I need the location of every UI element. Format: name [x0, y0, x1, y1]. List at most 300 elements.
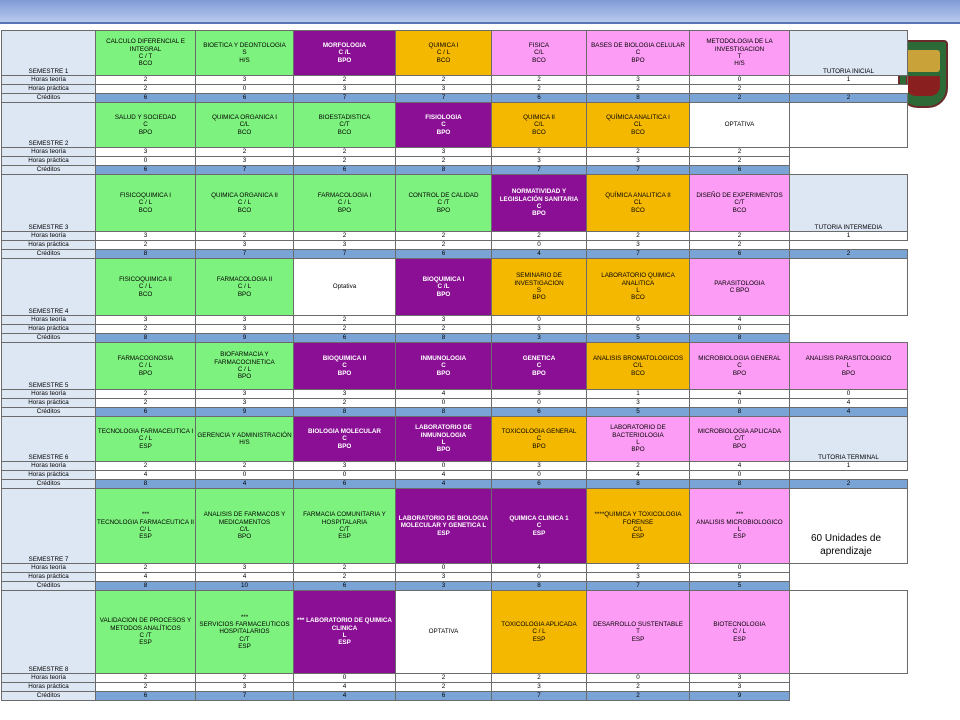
course-name: LABORATORIO QUIMICA ANALITICA	[601, 272, 675, 287]
hours-value: 2	[294, 564, 396, 573]
hours-value: 8	[690, 334, 790, 343]
hours-value: 2	[587, 683, 690, 692]
hours-value: 5	[690, 573, 790, 582]
course-cell	[690, 591, 790, 674]
hours-value: 3	[196, 564, 294, 573]
hours-value: 3	[587, 399, 690, 408]
course-cell	[396, 489, 492, 564]
course-attribute: C	[441, 362, 446, 370]
hours-value: 3	[396, 148, 492, 157]
course-name: ANALISIS PARASITOLOGICO	[805, 355, 892, 363]
hours-value: 2	[690, 148, 790, 157]
hours-value: 0	[196, 471, 294, 480]
course-cell	[96, 175, 196, 232]
row-label: Horas teoría	[2, 148, 96, 157]
course-attribute: C / T	[138, 53, 153, 60]
course-cell	[690, 175, 790, 232]
hours-row-teoria	[2, 76, 908, 85]
course-attribute: C / L	[436, 49, 451, 57]
hours-value: 4	[96, 471, 196, 480]
hours-value: 3	[96, 148, 196, 157]
hours-value: 2	[790, 480, 908, 489]
course-name: QUIMICA ORGANICA II	[211, 192, 278, 200]
hours-value: 4	[690, 390, 790, 399]
hours-value: 6	[96, 94, 196, 103]
course-attribute: C/T	[339, 121, 350, 129]
course-attribute: BPO	[237, 290, 252, 298]
course-attribute: BCO	[732, 206, 747, 214]
course-attribute: BCO	[532, 128, 546, 136]
course-attribute: C/T	[239, 635, 250, 643]
hours-row-teoria	[2, 390, 908, 399]
hours-value: 0	[294, 471, 396, 480]
course-name: FARMACIA COMUNITARIA Y HOSPITALARIA	[303, 511, 386, 526]
hours-value: 3	[587, 157, 690, 166]
hours-value: 2	[96, 462, 196, 471]
hours-value	[790, 325, 908, 334]
semester-label: SEMESTRE 4	[2, 259, 96, 316]
row-label: Horas práctica	[2, 157, 96, 166]
hours-value: 3	[294, 241, 396, 250]
hours-value: 2	[690, 85, 790, 94]
course-name: QUÍMICA ANALITICA I	[606, 114, 670, 122]
course-cell	[396, 103, 492, 148]
hours-value: 8	[690, 408, 790, 417]
course-name: TECNOLOGIA FARMACEUTICA I C / L	[97, 428, 194, 443]
course-attribute: BCO	[337, 128, 352, 136]
semester-header-row	[2, 343, 908, 390]
course-name: TOXICOLOGIA GENERAL	[501, 428, 577, 436]
course-name: QUÍMICA ANALITICA II	[605, 192, 671, 200]
hours-value: 0	[690, 399, 790, 408]
semester-label: SEMESTRE 7	[2, 489, 96, 564]
empty-cell	[790, 591, 908, 674]
hours-value: 4	[294, 692, 396, 701]
course-name: ****QUIMICA Y TOXICOLOGIA FORENSE	[594, 511, 682, 526]
row-label: Créditos	[2, 94, 96, 103]
hours-value: 1	[587, 390, 690, 399]
course-cell	[396, 259, 492, 316]
title-bar	[0, 0, 960, 24]
row-label: Horas práctica	[2, 241, 96, 250]
hours-value: 2	[790, 250, 908, 259]
hours-value	[790, 166, 908, 175]
course-name: FISIOLOGIA	[425, 114, 462, 122]
hours-value: 6	[294, 582, 396, 591]
course-attribute: BCO	[138, 290, 153, 298]
hours-row-teoria	[2, 232, 908, 241]
hours-row-practica	[2, 325, 908, 334]
course-cell	[396, 175, 492, 232]
course-name: Optativa	[332, 283, 357, 291]
course-attribute: BPO	[436, 206, 451, 214]
hours-value: 0	[492, 316, 587, 325]
hours-value: 6	[396, 250, 492, 259]
course-name: OPTATIVA	[428, 628, 459, 636]
hours-value: 3	[396, 582, 492, 591]
hours-value: 9	[196, 408, 294, 417]
hours-value: 8	[690, 480, 790, 489]
hours-value	[790, 241, 908, 250]
hours-value: 2	[294, 573, 396, 582]
course-attribute: BPO	[138, 369, 153, 377]
hours-value: 2	[492, 85, 587, 94]
hours-value: 6	[492, 408, 587, 417]
hours-value	[790, 674, 908, 683]
hours-value: 4	[790, 408, 908, 417]
hours-value: 0	[790, 390, 908, 399]
course-cell	[790, 343, 908, 390]
hours-row-practica	[2, 157, 908, 166]
hours-value: 2	[396, 674, 492, 683]
hours-value: 2	[690, 94, 790, 103]
semester-label: SEMESTRE 1	[2, 31, 96, 76]
course-cell	[587, 259, 690, 316]
hours-value: 3	[196, 325, 294, 334]
course-name: GENETICA	[522, 355, 556, 363]
course-attribute: H/S	[239, 439, 250, 446]
hours-value: 2	[294, 76, 396, 85]
hours-value	[790, 316, 908, 325]
hours-value: 3	[294, 85, 396, 94]
hours-value: 2	[587, 462, 690, 471]
course-attribute: ESP	[532, 635, 546, 643]
hours-value: 4	[492, 564, 587, 573]
hours-value: 4	[790, 399, 908, 408]
hours-value: 5	[587, 334, 690, 343]
hours-row-creditos	[2, 480, 908, 489]
course-attribute: T	[737, 53, 742, 60]
hours-value: 1	[790, 462, 908, 471]
hours-value: 0	[492, 471, 587, 480]
course-name: DESARROLLO SUSTENTABLE	[593, 621, 683, 629]
hours-value: 2	[294, 316, 396, 325]
course-cell	[294, 175, 396, 232]
hours-value: 0	[492, 399, 587, 408]
hours-value: 2	[690, 232, 790, 241]
course-attribute: BCO	[631, 294, 645, 302]
semester-header-row	[2, 103, 908, 148]
course-attribute: BPO	[841, 369, 856, 377]
course-name: CALCULO DIFERENCIAL E INTEGRAL	[106, 38, 185, 53]
course-name: INMUNOLOGIA	[420, 355, 467, 363]
course-name: BASES DE BIOLOGIA CELULAR	[591, 42, 685, 50]
hours-value: 3	[690, 683, 790, 692]
hours-value: 4	[396, 480, 492, 489]
hours-value: 9	[690, 692, 790, 701]
row-label: Horas práctica	[2, 325, 96, 334]
hours-value: 8	[396, 408, 492, 417]
course-cell	[96, 31, 196, 76]
course-name: BIOFARMACIA Y FARMACOCINETICA	[214, 351, 275, 366]
hours-value: 7	[196, 166, 294, 175]
hours-value: 7	[587, 582, 690, 591]
hours-value: 2	[587, 692, 690, 701]
hours-value: 7	[196, 692, 294, 701]
row-label: Horas teoría	[2, 390, 96, 399]
hours-value: 3	[196, 241, 294, 250]
course-cell	[492, 343, 587, 390]
hours-value: 8	[96, 480, 196, 489]
hours-value: 2	[396, 241, 492, 250]
course-attribute: C / L	[237, 283, 252, 291]
hours-value: 2	[196, 148, 294, 157]
course-name: ***	[141, 511, 150, 519]
hours-value: 2	[492, 674, 587, 683]
course-attribute: T	[636, 628, 640, 636]
course-attribute: C /T	[139, 632, 152, 639]
course-name: FARMACOGNOSIA	[117, 355, 174, 363]
course-attribute: BPO	[631, 56, 645, 64]
course-name: *** LABORATORIO DE QUIMICA CLINICA	[297, 617, 392, 632]
course-cell	[294, 31, 396, 76]
hours-value: 3	[196, 316, 294, 325]
hours-value: 3	[294, 462, 396, 471]
hours-value: 2	[396, 76, 492, 85]
course-attribute: BPO	[138, 128, 153, 136]
hours-value	[790, 157, 908, 166]
hours-value: 3	[492, 390, 587, 399]
course-attribute: C / L	[732, 628, 747, 636]
course-cell	[587, 31, 690, 76]
course-cell	[587, 489, 690, 564]
course-name: FARMACOLOGIA II	[216, 276, 273, 284]
course-attribute: C/L	[239, 121, 250, 129]
course-cell	[690, 31, 790, 76]
course-attribute: ESP	[338, 533, 351, 541]
course-attribute: BPO	[532, 294, 546, 302]
hours-row-creditos	[2, 94, 908, 103]
course-name: ***	[240, 613, 249, 621]
hours-value: 2	[492, 232, 587, 241]
course-attribute: C/L	[534, 121, 544, 129]
hours-value: 3	[492, 157, 587, 166]
course-attribute: C/L	[534, 49, 544, 57]
hours-value: 7	[492, 692, 587, 701]
hours-value: 4	[196, 480, 294, 489]
hours-value: 3	[690, 674, 790, 683]
hours-value: 2	[396, 325, 492, 334]
hours-value: 5	[587, 325, 690, 334]
course-name: MICROBIOLOGIA APLICADA	[697, 428, 782, 436]
course-attribute: C / L	[138, 283, 153, 291]
course-attribute: C	[441, 121, 446, 129]
hours-value: 3	[196, 683, 294, 692]
hours-row-creditos	[2, 334, 908, 343]
hours-value: 7	[396, 94, 492, 103]
course-attribute: BCO	[631, 128, 645, 136]
hours-value: 2	[294, 148, 396, 157]
course-cell	[294, 103, 396, 148]
course-attribute: ESP	[631, 533, 645, 541]
course-attribute: L	[636, 439, 640, 446]
hours-value: 2	[492, 76, 587, 85]
semester-header-row	[2, 31, 908, 76]
course-attribute: BPO	[532, 210, 546, 218]
semester-header-row	[2, 259, 908, 316]
course-attribute: BPO	[337, 369, 352, 377]
hours-value: 6	[690, 166, 790, 175]
course-name: LABORATORIO DE INMUNOLOGIA	[415, 424, 472, 439]
hours-value: 0	[294, 674, 396, 683]
hours-value: 2	[96, 390, 196, 399]
hours-value	[790, 692, 908, 701]
course-attribute: L	[342, 632, 347, 639]
hours-value: 6	[492, 480, 587, 489]
hours-value: 2	[492, 148, 587, 157]
hours-value: 6	[294, 166, 396, 175]
course-attribute: C/L	[633, 362, 643, 370]
course-cell	[294, 489, 396, 564]
course-name: METODOLOGIA DE LA INVESTIGACION	[706, 38, 773, 53]
hours-value: 6	[690, 250, 790, 259]
course-attribute: BCO	[631, 369, 645, 377]
hours-value: 2	[294, 325, 396, 334]
course-name: SALUD Y SOCIEDAD	[114, 114, 177, 122]
course-cell	[196, 417, 294, 462]
course-cell	[396, 31, 492, 76]
hours-value: 7	[294, 250, 396, 259]
course-attribute: BCO	[138, 60, 153, 68]
course-cell	[96, 343, 196, 390]
hours-value: 2	[587, 148, 690, 157]
row-label: Horas práctica	[2, 399, 96, 408]
course-cell	[196, 31, 294, 76]
semester-label: SEMESTRE 6	[2, 417, 96, 462]
course-attribute: C / L	[337, 199, 352, 207]
hours-row-creditos	[2, 692, 908, 701]
course-attribute: BPO	[532, 442, 546, 450]
course-cell	[294, 343, 396, 390]
course-attribute: C	[536, 522, 542, 530]
hours-value: 2	[294, 232, 396, 241]
course-name: BIOLOGIA MOLECULAR	[308, 428, 381, 436]
course-cell	[492, 489, 587, 564]
semester-header-row	[2, 489, 908, 564]
course-attribute: C /L	[338, 49, 351, 57]
hours-row-practica	[2, 241, 908, 250]
course-attribute: L	[441, 439, 446, 446]
hours-value: 2	[96, 325, 196, 334]
course-attribute: S	[242, 49, 247, 57]
hours-value	[790, 148, 908, 157]
row-label: Horas práctica	[2, 573, 96, 582]
hours-value: 0	[690, 325, 790, 334]
hours-row-practica	[2, 85, 908, 94]
course-attribute: TECNOLOGIA FARMACEUTICA II C/ L	[97, 518, 194, 533]
hours-value: 9	[196, 334, 294, 343]
course-attribute: BPO	[732, 369, 747, 377]
course-name: NORMATIVIDAD Y LEGISLACIÓN SANITARIA	[499, 188, 579, 203]
course-attribute: CL	[633, 199, 643, 207]
course-cell	[96, 591, 196, 674]
hours-row-teoria	[2, 316, 908, 325]
hours-value: 7	[492, 166, 587, 175]
course-attribute: BCO	[436, 56, 451, 64]
course-attribute: C	[342, 362, 347, 370]
course-cell	[196, 103, 294, 148]
hours-value: 6	[294, 480, 396, 489]
course-cell	[690, 259, 790, 316]
course-attribute: C	[143, 121, 148, 129]
hours-value: 7	[196, 250, 294, 259]
row-label: Créditos	[2, 480, 96, 489]
course-name: BIOETICA Y DEONTOLOGIA	[203, 42, 286, 50]
course-attribute: BPO	[436, 128, 451, 136]
course-cell	[196, 259, 294, 316]
hours-value: 8	[396, 166, 492, 175]
hours-value: 4	[492, 250, 587, 259]
hours-value: 4	[96, 573, 196, 582]
hours-value: 3	[96, 316, 196, 325]
course-attribute: BPO	[631, 446, 645, 454]
course-cell	[96, 259, 196, 316]
course-name: QUIMICA I	[428, 42, 459, 50]
semester-label: SEMESTRE 2	[2, 103, 96, 148]
hours-value: 7	[294, 94, 396, 103]
course-name: LABORATORIO DE BACTERIOLOGIA	[610, 424, 666, 439]
row-label: Horas teoría	[2, 462, 96, 471]
course-cell	[196, 591, 294, 674]
hours-value: 8	[96, 582, 196, 591]
hours-value: 6	[96, 692, 196, 701]
hours-value: 0	[690, 564, 790, 573]
course-cell	[587, 591, 690, 674]
hours-value: 2	[587, 232, 690, 241]
hours-value: 2	[96, 564, 196, 573]
course-attribute: L	[737, 526, 742, 533]
hours-value: 3	[294, 390, 396, 399]
course-attribute: BPO	[732, 442, 747, 450]
row-label: Horas teoría	[2, 232, 96, 241]
hours-value: 5	[690, 582, 790, 591]
hours-value: 1	[790, 76, 908, 85]
row-label: Créditos	[2, 334, 96, 343]
course-name: TOXICOLOGIA APLICADA	[501, 621, 577, 629]
course-attribute: BCO	[237, 128, 252, 136]
course-attribute: ESP	[139, 639, 152, 647]
hours-value: 4	[690, 316, 790, 325]
hours-row-practica	[2, 471, 908, 480]
units-note: 60 Unidades de aprendizaje	[810, 533, 882, 557]
hours-value: 3	[96, 232, 196, 241]
course-cell	[790, 175, 908, 232]
course-name: PARASITOLOGIA	[714, 279, 765, 287]
hours-row-teoria	[2, 462, 908, 471]
hours-value: 6	[492, 94, 587, 103]
course-cell	[396, 591, 492, 674]
course-name: TUTORIA INICIAL	[823, 67, 874, 75]
course-attribute: ESP	[532, 529, 546, 537]
hours-value: 3	[396, 316, 492, 325]
hours-value: 7	[587, 250, 690, 259]
hours-value: 2	[196, 462, 294, 471]
course-attribute: C	[536, 203, 542, 210]
course-cell	[690, 343, 790, 390]
semester-label: SEMESTRE 8	[2, 591, 96, 674]
course-attribute: C/T	[734, 199, 745, 207]
course-name: MORFOLOGIA	[322, 42, 367, 50]
hours-value: 0	[396, 564, 492, 573]
course-name: CONTROL DE CALIDAD	[408, 192, 479, 200]
hours-value: 3	[492, 462, 587, 471]
hours-row-practica	[2, 573, 908, 582]
hours-value: 2	[294, 399, 396, 408]
hours-value: 3	[492, 325, 587, 334]
empty-cell	[790, 259, 908, 316]
course-attribute: CL	[633, 121, 643, 129]
course-cell	[396, 343, 492, 390]
